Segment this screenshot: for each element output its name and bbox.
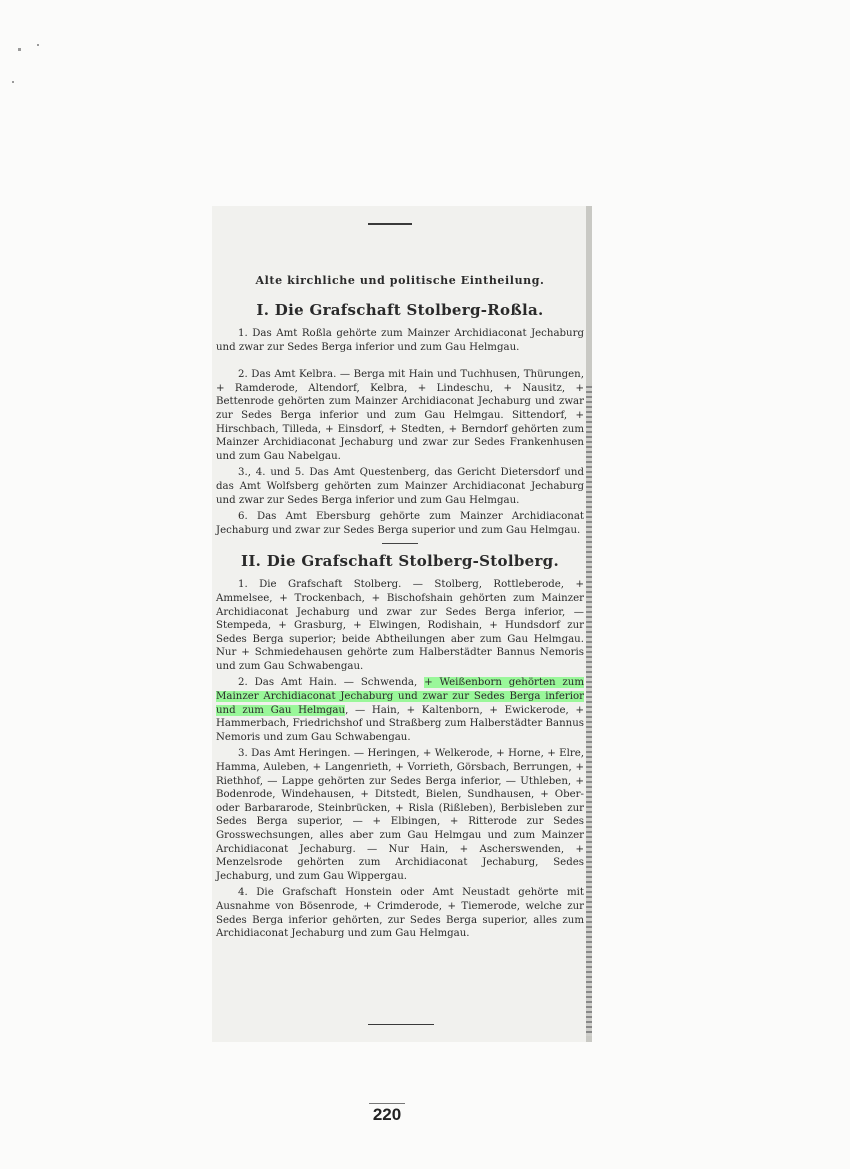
paragraph-text: , — Hain, + Kaltenborn, + Ewickerode, + Hammerbach, Friedrichshof und Straßberg zum Halberstädter Bannus Nemoris und zum Gau Schwabengau. <box>216 704 584 743</box>
document-heading: Alte kirchliche und politische Eintheilung. <box>255 274 545 287</box>
section-2-title: II. Die Grafschaft Stolberg-Stolberg. <box>241 552 559 571</box>
section-1-title: I. Die Grafschaft Stolberg-Roßla. <box>256 301 544 319</box>
section-divider <box>382 543 418 544</box>
bottom-rule <box>368 1024 434 1025</box>
section-2-paragraph-2 <box>216 676 584 744</box>
top-rule <box>368 223 412 225</box>
newspaper-clipping <box>212 206 592 1042</box>
section-1-paragraph-2: 2. Das Amt Kelbra. — Berga mit Hain und Tuchhusen, Thürungen, + Ramderode, Altendorf, Kelbra, + Lindeschu, + Nausitz, + Bettenrode gehörten zum Mainzer Archidiaconat Jechaburg und zwar zur Sedes Berga inferior und zum Gau Helmgau. Sittendorf, + Hirschbach, Tilleda, + Einsdorf, + Stedten, + Berndorf gehörten zum Mainzer Archidiaconat Jechaburg und zwar zur Sedes Frankenhusen und zum Gau Nabelgau. <box>216 369 584 462</box>
section-1-paragraph-3: 3., 4. und 5. Das Amt Questenberg, das Gericht Dietersdorf und das Amt Wolfsberg gehörten zum Mainzer Archidiaconat Jechaburg und zwar zur Sedes Berga inferior und zum Gau Helmgau. <box>216 467 584 506</box>
scan-speck <box>18 48 21 51</box>
section-1-paragraph-4: 6. Das Amt Ebersburg gehörte zum Mainzer Archidiaconat Jechaburg und zwar zur Sedes Berga superior und zum Gau Helmgau. <box>216 511 584 536</box>
section-2-paragraph-1: 1. Die Grafschaft Stolberg. — Stolberg, Rottleberode, + Ammelsee, + Trockenbach, + Bischofshain gehörten zum Mainzer Archidiaconat Jechaburg und zwar zur Sedes Berga inferior, — Stempeda, + Grasburg, + Elwingen, Rodishain, + Hundsdorf zur Sedes Berga superior; beide Abtheilungen aber zum Gau Helmgau. Nur + Schmiedehausen gehörte zum Halberstädter Bannus Nemoris und zum Gau Schwabengau. <box>216 579 584 672</box>
section-2-paragraph-3: 3. Das Amt Heringen. — Heringen, + Welkerode, + Horne, + Elre, Hamma, Auleben, + Langenrieth, + Vorrieth, Görsbach, Berrungen, + Riethhof, — Lappe gehörten zur Sedes Berga inferior, — Uthleben, + Bodenrode, Windehausen, + Ditstedt, Bielen, Sundhausen, + Ober- oder Barbararode, Steinbrücken, + Risla (Rißleben), Berbisleben zur Sedes Berga superior, — + Elbingen, + Ritterode zur Sedes Grosswechsungen, alles aber zum Gau Helmgau und zum Mainzer Archidiaconat Jechaburg. — Nur Hain, + Ascherswenden, + Menzelsrode gehörten zum Archidiaconat Jechaburg, Sedes Jechaburg, und zum Gau Wippergau. <box>216 748 584 882</box>
clipping-torn-edge <box>586 386 592 1036</box>
scan-speck <box>37 44 39 46</box>
highlighted-text: + Weißenborn gehörten zum Mainzer Archidiaconat Jechaburg und zwar zur Sedes Berga inferior und zum Gau Helmgau <box>216 677 584 716</box>
page-number: 220 <box>372 1105 402 1124</box>
scan-speck <box>12 81 14 83</box>
paragraph-text: 2. Das Amt Hain. — Schwenda, <box>238 677 425 689</box>
page-number-rule <box>369 1103 405 1104</box>
clipping-text <box>216 274 584 944</box>
section-2-paragraph-4: 4. Die Grafschaft Honstein oder Amt Neustadt gehörte mit Ausnahme von Bösenrode, + Crimderode, + Tiemerode, welche zur Sedes Berga inferior gehörten, zur Sedes Berga superior, alles zum Archidiaconat Jechaburg und zum Gau Helmgau. <box>216 887 584 940</box>
section-1-paragraph-1: 1. Das Amt Roßla gehörte zum Mainzer Archidiaconat Jechaburg und zwar zur Sedes Berga inferior und zum Gau Helmgau. <box>216 328 584 353</box>
